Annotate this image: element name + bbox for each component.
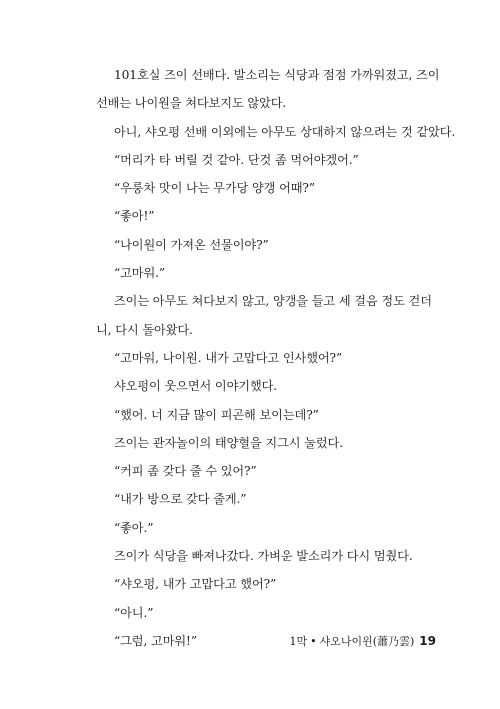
text-line: “내가 방으로 갖다 줄게.” [114, 492, 247, 507]
text-line: 즈이가 식당을 빠져나갔다. 가벼운 발소리가 다시 멈췄다. [114, 549, 413, 564]
text-line: 즈이는 아무도 쳐다보지 않고, 양갱을 들고 세 걸음 정도 걷더 [114, 294, 432, 309]
text-line: 아니, 샤오펑 선배 이외에는 아무도 상대하지 않으려는 것 같았다. [114, 124, 456, 139]
text-line: “했어. 너 지금 많이 피곤해 보이는데?” [114, 407, 319, 422]
text-line: “고마워, 나이원. 내가 고맙다고 인사했어?” [114, 350, 343, 365]
text-line: “머리가 타 버릴 것 같아. 단것 좀 먹어야겠어.” [114, 152, 359, 167]
text-line: “고마워.” [114, 266, 166, 281]
text-line: “아니.” [114, 605, 154, 620]
footer-bullet: • [310, 635, 317, 648]
text-line: 샤오펑이 웃으면서 이야기했다. [114, 379, 278, 394]
footer-chapter: 1막 [289, 635, 308, 648]
text-line: “나이원이 가져온 선물이야?” [114, 237, 269, 252]
footer-title: 샤오나이윈(蕭乃雲) [319, 635, 415, 648]
text-line: “그럼, 고마워!” [114, 633, 197, 648]
text-line: “좋아!” [114, 209, 155, 224]
text-line: “커피 좀 갖다 줄 수 있어?” [114, 464, 257, 479]
text-line: 선배는 나이원을 쳐다보지도 않았다. [96, 96, 287, 111]
text-line: “우룽차 맛이 나는 무가당 양갱 어때?” [114, 181, 315, 196]
body-text [96, 61, 456, 655]
text-line: 101호실 즈이 선배다. 발소리는 식당과 점점 가까워졌고, 즈이 [114, 68, 440, 82]
text-line: 니, 다시 돌아왔다. [96, 322, 193, 337]
page-number: 19 [419, 634, 436, 648]
text-line: 즈이는 관자놀이의 태양혈을 지그시 눌렀다. [114, 435, 343, 450]
text-line: “좋아.” [114, 520, 154, 535]
text-line: “샤오펑, 내가 고맙다고 했어?” [114, 577, 277, 592]
running-footer [289, 633, 436, 650]
